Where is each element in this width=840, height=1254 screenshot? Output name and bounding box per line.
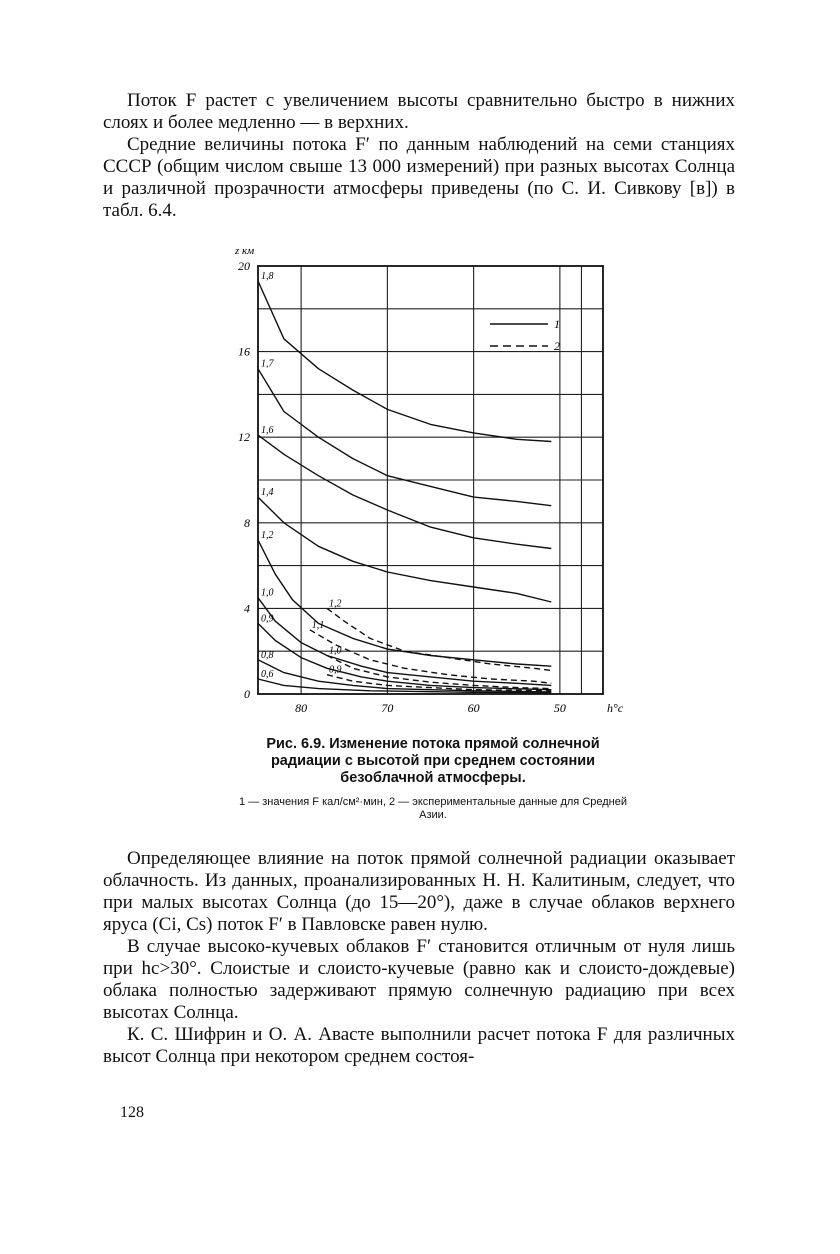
y-tick-label: 8 <box>244 515 250 530</box>
x-tick-label: 80 <box>295 701 308 715</box>
curve-label: 1,6 <box>261 425 274 437</box>
paragraph: К. С. Шифрин и О. А. Авасте выполнили расчет потока F для различных высот Солнца при некотором среднем состоя- <box>103 1024 735 1067</box>
curve-label: 1,1 <box>311 619 325 631</box>
legend-label: 2 <box>554 339 560 353</box>
y-tick-label: 4 <box>244 601 250 616</box>
paragraph: Определяющее влияние на поток прямой солнечной радиации оказывает облачность. Из данных, проанализированных Н. Н. Калитиным, следует, что при малых высотах Солнца (до 15—20°), даже в случае облаков верхнего яруса (Ci, Cs) поток F′ в Павловске равен нулю. <box>103 848 735 935</box>
x-tick-label: 70 <box>381 701 394 715</box>
y-tick-label: 12 <box>238 430 250 445</box>
bottom-text <box>103 848 735 1068</box>
curve-label: 0,9 <box>261 613 274 625</box>
curve-label: 1,2 <box>261 529 274 541</box>
y-axis-label: z км <box>235 245 255 257</box>
solid-curve <box>258 598 551 686</box>
paragraph: В случае высоко-кучевых облаков F′ становится отличным от нуля лишь при hc>30°. Слоистые и слоисто-кучевые (равно как и слоисто-дождевые) облака полностью задерживают прямую солнечную радиацию при всех высотах Солнца. <box>103 936 735 1023</box>
dashed-curve <box>327 608 551 670</box>
paragraph: Поток F растет с увеличением высоты сравнительно быстро в нижних слоях и более медленно — в верхних. <box>103 90 735 133</box>
curve-label: 0,9 <box>329 664 342 676</box>
y-tick-label: 20 <box>238 259 250 273</box>
top-text <box>103 90 735 222</box>
curve-label: 1,8 <box>261 270 274 282</box>
legend-label: 1 <box>554 317 560 331</box>
curve-label: 0,8 <box>261 649 274 661</box>
curve-label: 1,0 <box>261 587 274 599</box>
solid-curve <box>258 497 551 602</box>
solid-curve <box>258 281 551 442</box>
x-tick-label: 50 <box>553 701 566 715</box>
curve-label: 0,6 <box>261 669 274 681</box>
x-tick-label: 60 <box>467 701 480 715</box>
solid-curve <box>258 435 551 548</box>
solid-curve <box>258 540 551 666</box>
curve-label: 1,7 <box>261 358 274 370</box>
page-number: 128 <box>120 1104 144 1121</box>
y-tick-label: 0 <box>244 687 250 701</box>
x-axis-label: h°c <box>607 701 624 715</box>
paragraph: Средние величины потока F′ по данным наблюдений на семи станциях СССР (общим числом свыше 13 000 измерений) при разных высотах Солнца и различной прозрачности атмосферы приведены (по С. И. Сивкову [в]) в табл. 6.4. <box>103 134 735 221</box>
figure-caption: Рис. 6.9. Изменение потока прямой солнечной радиации с высотой при среднем состоянии безоблачной атмосферы. <box>266 736 600 786</box>
curve-label: 1,2 <box>329 598 342 610</box>
curve-label: 1,0 <box>329 645 342 657</box>
figure-chart <box>228 238 640 724</box>
solid-curve <box>258 623 551 689</box>
dashed-curve <box>310 630 552 684</box>
curve-label: 1,4 <box>261 487 274 499</box>
figure-legend-note: 1 — значения F кал/см²·мин, 2 — экспериментальные данные для Средней Азии. <box>238 796 628 821</box>
y-tick-label: 16 <box>238 344 250 359</box>
